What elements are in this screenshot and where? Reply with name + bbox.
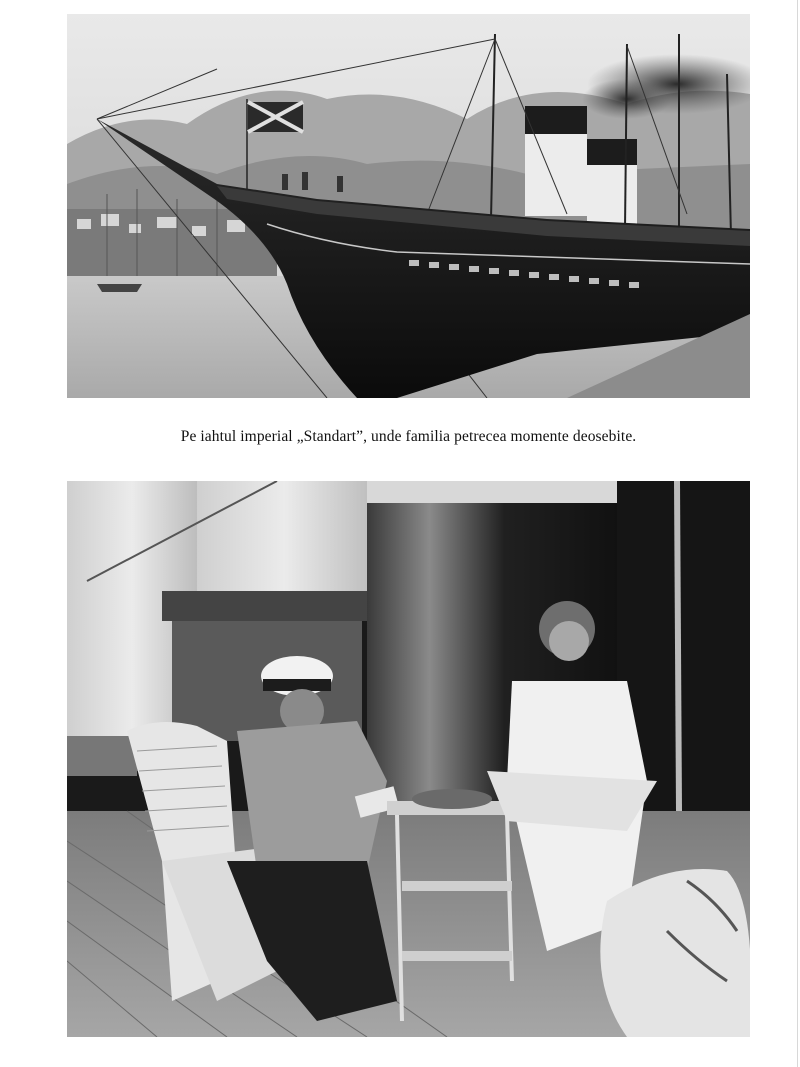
photo-couple-on-yacht-deck bbox=[67, 481, 750, 1037]
photo-imperial-yacht-standart bbox=[67, 14, 750, 398]
photo-caption: Pe iahtul imperial „Standart”, unde familia petrecea momente deosebite. bbox=[180, 428, 637, 445]
page-edge-line bbox=[797, 0, 798, 1067]
